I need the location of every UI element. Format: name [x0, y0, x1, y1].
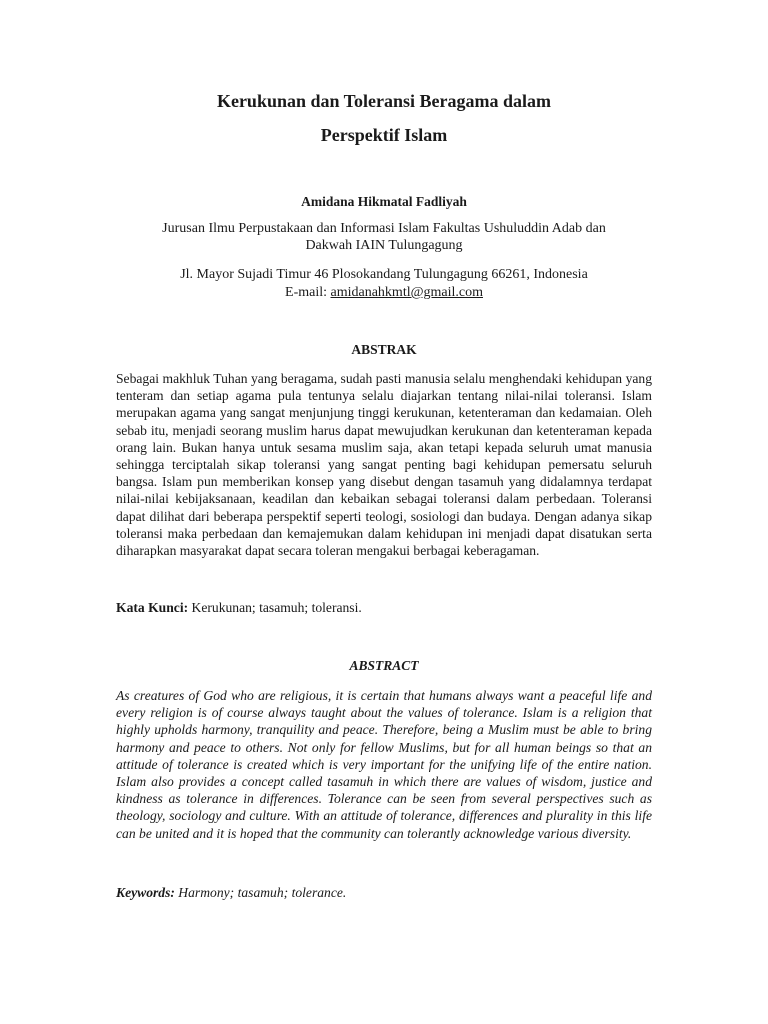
- affiliation-line-2: Dakwah IAIN Tulungagung: [305, 238, 463, 253]
- kata-kunci-values: Kerukunan; tasamuh; toleransi.: [188, 600, 362, 615]
- address: Jl. Mayor Sujadi Timur 46 Plosokandang Tulungagung 66261, Indonesia: [180, 267, 588, 282]
- author-name: Amidana Hikmatal Fadliyah: [301, 194, 467, 209]
- abstrak-body: Sebagai makhluk Tuhan yang beragama, sudah pasti manusia selalu menghendaki kehidupan yang tenteram dan setiap agama pula tentunya selalu diajarkan tentang nilai-nilai toleransi. Islam merupakan agama yang sangat menjunjung tinggi kerukunan, ketenteraman dan kedamaian. Oleh sebab itu, menjadi seorang muslim harus dapat mewujudkan kerukunan dan ketenteraman kepada orang lain. Bukan hanya untuk sesama muslim saja, akan tetapi kepada seluruh umat manusia sehingga terciptalah sikap toleransi yang sangat penting bagi kehidupan pemersatu seluruh bangsa. Islam pun memberikan konsep yang disebut dengan tasamuh yang didalamnya terdapat nilai-nilai kebijaksanaan, keadilan dan kebaikan sebagai toleransi dalam perbedaan. Toleransi dapat dilihat dari beberapa perspektif seperti teologi, sosiologi dan budaya. Dengan adanya sikap toleransi maka perbedaan dan kemajemukan dalam kehidupan ini menjadi dapat disatukan serta diharapkan masyarakat dapat secara toleran mengakui berbagai keberagaman.: [116, 371, 652, 559]
- abstract-body: As creatures of God who are religious, it is certain that humans always want a peaceful life and every religion is of course always taught about the values of tolerance. Islam is a religion that highly upholds harmony, tranquility and peace. Therefore, being a Muslim must be able to bring harmony and peace to others. Not only for fellow Muslims, but for all human beings so that an attitude of tolerance is created which is very important for the unifying life of the entire nation. Islam also provides a concept called tasamuh in which there are values of wisdom, justice and kindness as tolerance in differences. Tolerance can be seen from several perspectives such as theology, sociology and culture. With an attitude of tolerance, differences and plurality in this life can be united and it is hoped that the community can tolerantly acknowledge various diversity.: [116, 688, 652, 841]
- email-line: [0, 284, 768, 301]
- affiliation-line-1: Jurusan Ilmu Perpustakaan dan Informasi Islam Fakultas Ushuluddin Adab dan: [162, 221, 606, 236]
- kata-kunci: [116, 599, 652, 616]
- email-link[interactable]: amidanahkmtl@gmail.com: [330, 285, 483, 300]
- abstract-heading: ABSTRACT: [349, 658, 419, 673]
- keywords: [116, 884, 652, 901]
- kata-kunci-label: Kata Kunci:: [116, 600, 189, 615]
- paper-title-line-2: Perspektif Islam: [320, 125, 448, 145]
- abstrak-heading: ABSTRAK: [351, 342, 417, 357]
- keywords-values: Harmony; tasamuh; tolerance.: [174, 885, 347, 900]
- keywords-label: Keywords:: [116, 885, 175, 900]
- paper-title-line-1: Kerukunan dan Toleransi Beragama dalam: [216, 91, 552, 111]
- email-label: E-mail:: [285, 285, 331, 300]
